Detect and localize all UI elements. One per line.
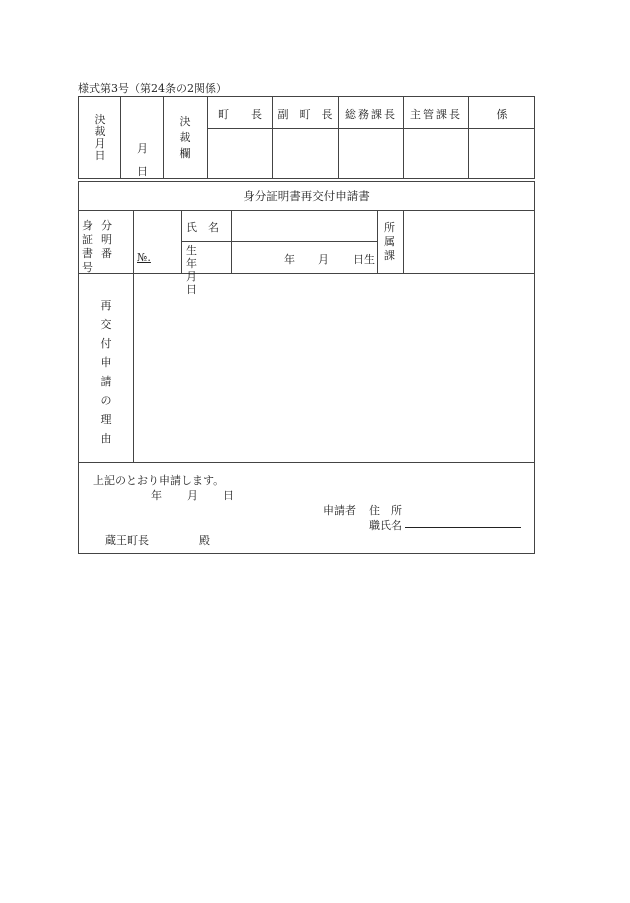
divider bbox=[231, 210, 232, 273]
birth-label: 生年月日 bbox=[186, 244, 209, 296]
reason-label: 再交付申請の理由 bbox=[100, 299, 112, 445]
form-number: 様式第3号（第24条の2関係） bbox=[78, 82, 227, 95]
declaration-year: 年 bbox=[151, 489, 162, 502]
decision-date-label: 決裁月日 bbox=[94, 113, 106, 162]
divider bbox=[207, 96, 208, 179]
role-mayor: 町 長 bbox=[218, 108, 262, 121]
address-label: 住 所 bbox=[369, 504, 402, 517]
id-number-prefix: №. bbox=[137, 251, 151, 264]
decision-day: 日 bbox=[137, 165, 148, 178]
divider bbox=[78, 273, 535, 274]
divider bbox=[133, 210, 134, 462]
honorific: 殿 bbox=[199, 534, 210, 547]
divider bbox=[272, 96, 273, 179]
position-name-label: 職氏名 bbox=[369, 519, 402, 532]
role-general-affairs-chief: 総務課長 bbox=[345, 108, 397, 121]
department-label: 所属課 bbox=[384, 221, 395, 262]
form-title: 身分証明書再交付申請書 bbox=[243, 189, 370, 203]
decision-month: 月 bbox=[137, 142, 148, 155]
role-supervising-chief: 主管課長 bbox=[410, 108, 462, 121]
divider bbox=[377, 210, 378, 273]
decision-column-label: 決裁欄 bbox=[179, 115, 191, 160]
divider bbox=[78, 210, 535, 211]
divider bbox=[468, 96, 469, 179]
divider bbox=[338, 96, 339, 179]
birth-day: 日生 bbox=[353, 253, 375, 266]
applicant-label: 申請者 bbox=[323, 504, 356, 517]
declaration-month: 月 bbox=[187, 489, 198, 502]
role-deputy-mayor: 副 町 長 bbox=[277, 108, 333, 121]
id-number-label: 身分証明書番号 bbox=[82, 219, 120, 274]
divider bbox=[181, 210, 182, 273]
divider bbox=[78, 462, 535, 463]
divider bbox=[163, 96, 164, 179]
name-label: 氏 名 bbox=[186, 221, 219, 234]
birth-month: 月 bbox=[318, 253, 329, 266]
declaration-day: 日 bbox=[223, 489, 234, 502]
signature-line bbox=[405, 527, 521, 528]
birth-year: 年 bbox=[284, 253, 295, 266]
divider bbox=[403, 96, 404, 179]
divider bbox=[181, 241, 377, 242]
declaration-text: 上記のとおり申請します。 bbox=[93, 474, 225, 487]
divider bbox=[403, 210, 404, 273]
divider bbox=[207, 128, 535, 129]
addressee: 蔵王町長 bbox=[105, 534, 149, 547]
application-table bbox=[78, 181, 535, 554]
divider bbox=[120, 96, 121, 179]
role-staff: 係 bbox=[496, 108, 508, 121]
